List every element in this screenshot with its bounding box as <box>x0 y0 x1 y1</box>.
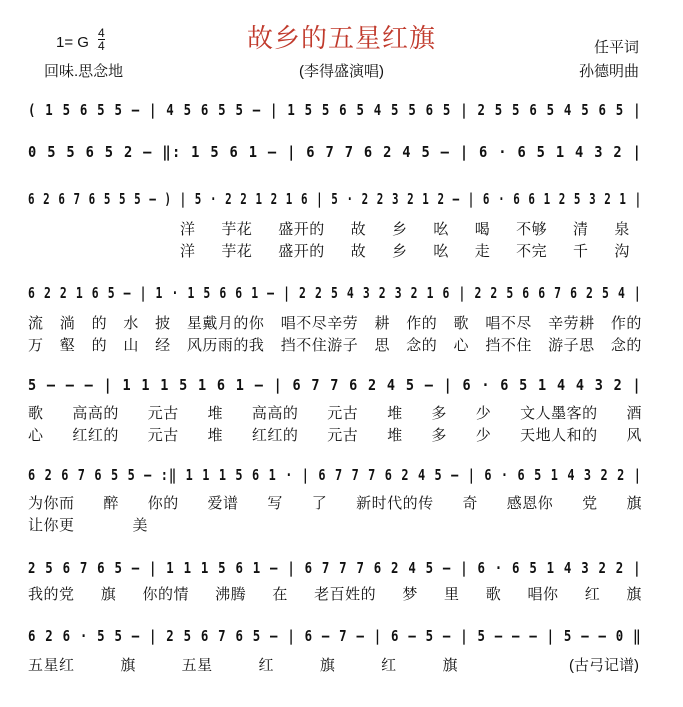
lyric-syllable: 唱不尽 <box>485 314 532 332</box>
lyric-syllable: 沸腾 <box>215 585 247 603</box>
notation-row <box>28 557 642 581</box>
lyric-syllable: 少 <box>475 426 492 444</box>
lyric-syllable: 流 <box>28 314 44 332</box>
lyric-syllable: 作的 <box>406 314 438 332</box>
lyric-syllable: 五星 <box>181 656 213 674</box>
lyric-syllable: 芋花 <box>221 220 253 238</box>
lyric-syllable: 红红的 <box>72 426 119 444</box>
lyric-syllable: 洋 <box>180 220 196 238</box>
lyric-syllable: 了 <box>311 494 328 512</box>
lyric-syllable: 故 <box>350 220 367 238</box>
lyric-syllable: 歌 <box>28 404 44 422</box>
lyric-syllable: 吆 <box>433 220 449 238</box>
lyric-syllable: 我的党 <box>28 585 75 603</box>
lyric-syllable: 淌 <box>59 314 76 332</box>
lyric-syllable: 五星红 <box>28 656 75 674</box>
lyric-syllable: 挡不住 <box>485 336 532 354</box>
notation-row <box>28 464 642 488</box>
lyric-syllable: 你的情 <box>142 585 189 603</box>
lyric-line <box>180 218 630 240</box>
lyric-line <box>180 240 630 262</box>
lyric-syllable: 歌 <box>453 314 470 332</box>
performance-mood: 回味.思念地 <box>44 63 124 80</box>
lyric-syllable: 水 <box>123 314 139 332</box>
lyric-syllable: 堆 <box>387 404 403 422</box>
notation-row <box>28 374 642 398</box>
lyric-syllable: 山 <box>123 336 139 354</box>
lyric-syllable: 的 <box>91 314 108 332</box>
lyric-syllable: 旗 <box>100 585 117 603</box>
lyric-line <box>28 402 642 424</box>
lyric-line <box>28 583 642 605</box>
lyricist-credit: 任平词 <box>593 39 639 56</box>
notation-row <box>28 188 642 212</box>
lyric-syllable: 念的 <box>406 336 438 354</box>
lyric-syllable: 高高的 <box>251 404 299 422</box>
lyric-syllable: 爱谱 <box>207 494 239 512</box>
lyric-syllable: 盛开的 <box>278 242 325 260</box>
lyric-syllable: 老百姓的 <box>314 585 377 603</box>
notation-row <box>28 625 642 649</box>
lyric-syllable: 酒 <box>626 404 642 422</box>
lyric-syllable: 醉 <box>103 494 119 512</box>
lyric-line <box>28 654 458 676</box>
lyric-syllable: 旗 <box>626 585 642 603</box>
notation-row-notes: 6 2 6 7 6 5 5 – :‖ 1 1 1 5 6 1 · | 6 7 7 7 6 2 4 5 – | 6 · 6 5 1 4 3 2 2 | <box>28 466 642 484</box>
transcriber-credit: (古弓记谱) <box>569 657 639 674</box>
lyric-syllable: 辛劳耕 <box>548 314 595 332</box>
lyric-syllable: 风 <box>626 426 642 444</box>
lyric-syllable: 洋 <box>180 242 196 260</box>
lyric-syllable: 唱不尽辛劳 <box>280 314 359 332</box>
lyric-syllable: 歌 <box>485 585 502 603</box>
lyric-syllable: 多 <box>431 404 447 422</box>
lyric-syllable: 乡 <box>392 220 408 238</box>
lyric-syllable: 元古 <box>147 404 179 422</box>
lyric-line <box>28 492 642 514</box>
song-title: 故乡的五星红旗 <box>246 24 436 54</box>
lyric-syllable: 旗 <box>319 656 336 674</box>
notation-row-notes: 2 5 6 7 6 5 – | 1 1 1 5 6 1 – | 6 7 7 7 6 2 4 5 – | 6 · 6 5 1 4 3 2 2 | <box>28 559 642 577</box>
lyric-syllable: 故 <box>350 242 367 260</box>
lyric-syllable: 沟 <box>614 242 630 260</box>
notation-row-notes: ( 1 5 6 5 5 – | 4 5 6 5 5 – | 1 5 5 6 5 4 5 5 6 5 | 2 5 5 6 5 4 5 6 5 | <box>28 101 642 119</box>
lyric-syllable: 为你而 <box>28 494 75 512</box>
lyric-syllable: 天地人和的 <box>520 426 598 444</box>
lyric-syllable: 耕 <box>374 314 390 332</box>
lyric-syllable: 不完 <box>516 242 548 260</box>
lyric-syllable: 万 <box>28 336 44 354</box>
lyric-syllable: 壑 <box>59 336 76 354</box>
lyric-syllable: 念的 <box>610 336 642 354</box>
lyric-syllable: 作的 <box>610 314 642 332</box>
lyric-syllable: 你的 <box>147 494 179 512</box>
lyric-line <box>28 514 148 536</box>
notation-row-notes: 6 2 6 · 5 5 – | 2 5 6 7 6 5 – | 6 – 7 – | 6 – 5 – | 5 – – – | 5 – – 0 ‖ <box>28 627 642 645</box>
lyric-syllable: 的 <box>91 336 108 354</box>
lyric-syllable: 泉 <box>614 220 630 238</box>
lyric-syllable: 盛开的 <box>278 220 325 238</box>
notation-row <box>28 141 642 165</box>
key-signature: 1= G <box>56 34 89 51</box>
lyric-syllable: 乡 <box>392 242 408 260</box>
time-signature <box>98 27 105 52</box>
lyric-syllable: 不够 <box>516 220 548 238</box>
time-signature-top: 4 <box>98 26 105 40</box>
lyric-syllable: 红红的 <box>251 426 299 444</box>
lyric-syllable: 堆 <box>207 426 224 444</box>
lyric-line <box>28 424 642 446</box>
lyric-syllable: 风历雨的我 <box>186 336 265 354</box>
lyric-line <box>28 312 642 334</box>
lyric-syllable: 走 <box>474 242 491 260</box>
lyric-syllable: 红 <box>381 656 397 674</box>
lyric-syllable: 让你更 <box>28 516 75 534</box>
notation-row-notes: 6 2 2 1 6 5 – | 1 · 1 5 6 6 1 – | 2 2 5 4 3 2 3 2 1 6 | 2 2 5 6 6 7 6 2 5 4 | <box>28 284 642 302</box>
lyric-syllable: 心 <box>28 426 44 444</box>
lyric-syllable: 高高的 <box>72 404 119 422</box>
lyric-syllable: 心 <box>453 336 470 354</box>
lyric-syllable: 旗 <box>626 494 642 512</box>
lyric-syllable: 美 <box>132 516 148 534</box>
lyric-syllable: 写 <box>267 494 283 512</box>
lyric-syllable: 奇 <box>462 494 478 512</box>
notation-row-notes: 6 2 6 7 6 5 5 5 – ) | 5 · 2 2 1 2 1 6 | 5 · 2 2 3 2 1 2 – | 6 · 6 6 1 2 5 3 2 1 | <box>28 190 643 208</box>
lyric-syllable: 堆 <box>207 404 224 422</box>
lyric-syllable: 新时代的传 <box>356 494 434 512</box>
notation-row <box>28 282 642 306</box>
lyric-syllable: 里 <box>444 585 460 603</box>
lyric-syllable: 元古 <box>327 426 359 444</box>
notation-row <box>28 99 642 123</box>
singer-credit: (李得盛演唱) <box>299 63 384 80</box>
notation-row-notes: 5 – – – | 1 1 1 5 1 6 1 – | 6 7 7 6 2 4 5 – | 6 · 6 5 1 4 4 3 2 | <box>28 376 642 394</box>
lyric-syllable: 千 <box>573 242 589 260</box>
lyric-syllable: 游子思 <box>548 336 595 354</box>
lyric-line <box>28 334 642 356</box>
lyric-syllable: 元古 <box>147 426 179 444</box>
time-signature-bottom: 4 <box>98 39 105 53</box>
lyric-syllable: 喝 <box>474 220 491 238</box>
lyric-syllable: 红 <box>584 585 601 603</box>
lyric-syllable: 党 <box>582 494 598 512</box>
lyric-syllable: 唱你 <box>527 585 559 603</box>
lyric-syllable: 披 <box>155 314 171 332</box>
lyric-syllable: 星戴月的你 <box>186 314 265 332</box>
composer-credit: 孙德明曲 <box>578 63 639 80</box>
notation-row-notes: 0 5 5 6 5 2 – ‖: 1 5 6 1 – | 6 7 7 6 2 4 5 – | 6 · 6 5 1 4 3 2 | <box>28 143 643 161</box>
lyric-syllable: 元古 <box>327 404 359 422</box>
lyric-syllable: 思 <box>374 336 390 354</box>
lyric-syllable: 旗 <box>442 656 458 674</box>
lyric-syllable: 清 <box>573 220 589 238</box>
lyric-syllable: 感恩你 <box>506 494 554 512</box>
lyric-syllable: 堆 <box>387 426 403 444</box>
lyric-syllable: 在 <box>272 585 288 603</box>
lyric-syllable: 经 <box>155 336 171 354</box>
lyric-syllable: 少 <box>475 404 492 422</box>
lyric-syllable: 芋花 <box>221 242 253 260</box>
lyric-syllable: 文人墨客的 <box>520 404 598 422</box>
lyric-syllable: 多 <box>431 426 447 444</box>
lyric-syllable: 旗 <box>120 656 136 674</box>
lyric-syllable: 吆 <box>433 242 449 260</box>
lyric-syllable: 挡不住游子 <box>280 336 359 354</box>
lyric-syllable: 红 <box>258 656 274 674</box>
lyric-syllable: 梦 <box>402 585 418 603</box>
